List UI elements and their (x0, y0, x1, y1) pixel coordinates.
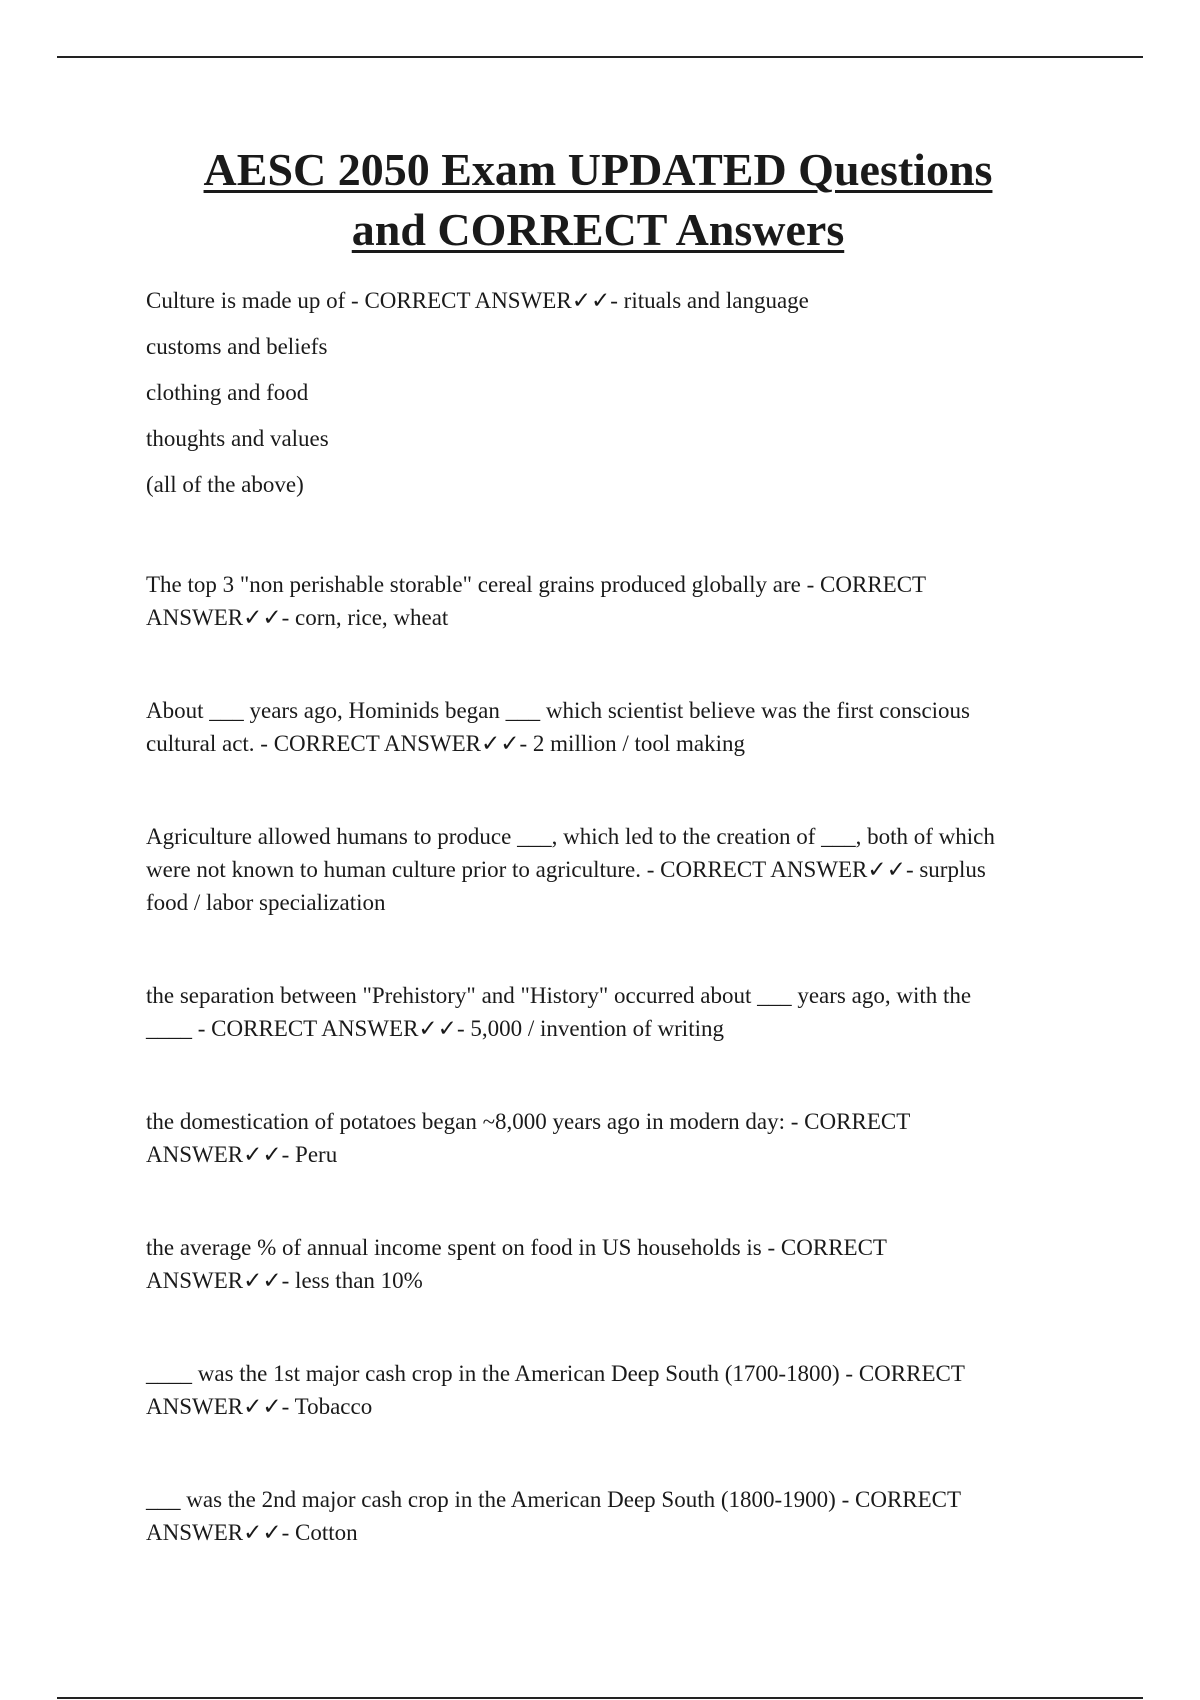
qa-line: About ___ years ago, Hominids began ___ which scientist believe was the first conscious (146, 698, 971, 723)
top-rule (57, 56, 1143, 58)
qa-item (146, 820, 1046, 919)
qa-list (146, 278, 1046, 1549)
qa-line: thoughts and values (146, 426, 329, 451)
spacer (146, 1045, 1046, 1105)
spacer (146, 1423, 1046, 1483)
spacer (146, 1297, 1046, 1357)
qa-line: ANSWER✓✓- Peru (146, 1142, 338, 1167)
spacer (146, 760, 1046, 820)
document-page (146, 140, 1046, 1549)
qa-line: Agriculture allowed humans to produce ___, which led to the creation of ___, both of which (146, 824, 995, 849)
qa-item (146, 1483, 1046, 1549)
qa-line: customs and beliefs (146, 334, 328, 359)
qa-line: ____ was the 1st major cash crop in the American Deep South (1700-1800) - CORRECT (146, 1361, 965, 1386)
qa-item (146, 278, 1046, 508)
qa-item (146, 694, 1046, 760)
qa-line: (all of the above) (146, 472, 304, 497)
qa-line: the domestication of potatoes began ~8,000 years ago in modern day: - CORRECT (146, 1109, 911, 1134)
qa-line: the average % of annual income spent on food in US households is - CORRECT (146, 1235, 887, 1260)
qa-line: ___ was the 2nd major cash crop in the American Deep South (1800-1900) - CORRECT (146, 1487, 962, 1512)
title-line-1: AESC 2050 Exam UPDATED Questions (203, 144, 993, 195)
qa-item (146, 1105, 1046, 1171)
qa-line: were not known to human culture prior to agriculture. - CORRECT ANSWER✓✓- surplus (146, 857, 986, 882)
spacer (146, 508, 1046, 568)
qa-line: Culture is made up of - CORRECT ANSWER✓✓- rituals and language (146, 288, 809, 313)
qa-line: the separation between "Prehistory" and "History" occurred about ___ years ago, with the (146, 983, 972, 1008)
qa-line: cultural act. - CORRECT ANSWER✓✓- 2 million / tool making (146, 731, 746, 756)
qa-item (146, 568, 1046, 634)
qa-line: ANSWER✓✓- Tobacco (146, 1394, 373, 1419)
qa-line: ____ - CORRECT ANSWER✓✓- 5,000 / invention of writing (146, 1016, 724, 1041)
qa-line: ANSWER✓✓- less than 10% (146, 1268, 423, 1293)
spacer (146, 919, 1046, 979)
qa-line: ANSWER✓✓- Cotton (146, 1520, 358, 1545)
bottom-rule (57, 1697, 1143, 1699)
qa-item (146, 1231, 1046, 1297)
qa-line: The top 3 "non perishable storable" cereal grains produced globally are - CORRECT (146, 572, 927, 597)
document-title (128, 140, 1068, 260)
qa-line: clothing and food (146, 380, 309, 405)
qa-line: food / labor specialization (146, 890, 386, 915)
spacer (146, 1171, 1046, 1231)
spacer (146, 634, 1046, 694)
qa-line: ANSWER✓✓- corn, rice, wheat (146, 605, 449, 630)
title-line-2: and CORRECT Answers (351, 204, 845, 255)
qa-item (146, 979, 1046, 1045)
qa-item (146, 1357, 1046, 1423)
